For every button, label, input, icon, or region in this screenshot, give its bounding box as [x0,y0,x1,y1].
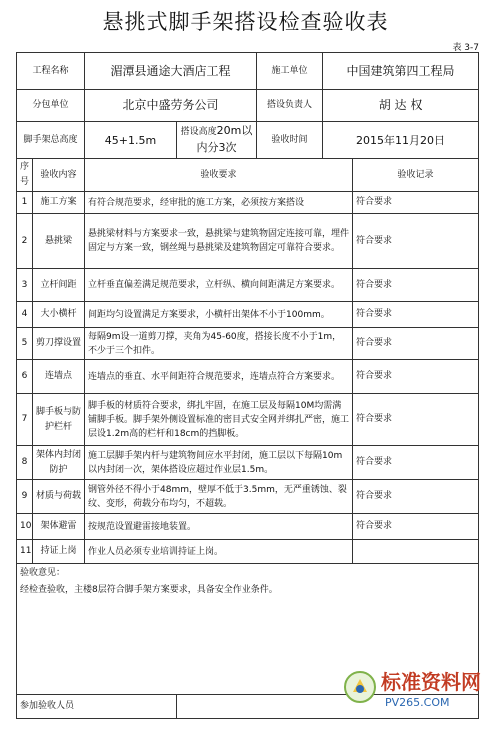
row-content: 施工方案 [33,192,85,214]
table-row [17,514,479,540]
row-requirement: 施工层脚手架内杆与建筑物间应水平封闭，施工层以下每隔10m以内封闭一次，架体搭设应超过作业层1.5m。 [85,446,353,480]
row-no: 11 [17,540,33,564]
header-row-height [17,122,479,159]
header-row-project [17,53,479,90]
row-content: 立杆间距 [33,269,85,302]
form-number: 表 3-7 [452,43,479,53]
opinion-text: 经检查验收，主楼8层符合脚手架方案要求，具备安全作业条件。 [20,585,278,595]
responsible-person-value: 胡 达 权 [323,90,479,122]
participants-label: 参加验收人员 [17,695,177,719]
row-requirement: 每隔9m设一道剪刀撑，夹角为45-60度，搭接长度不小于1m，不少于三个扣件。 [85,328,353,360]
row-content: 架体内封闭防护 [33,446,85,480]
row-requirement: 钢管外径不得小于48mm，壁厚不低于3.5mm，无严重锈蚀、裂纹、变形，荷载分布均匀，不超载。 [85,480,353,514]
header-row-subcontractor [17,90,479,122]
row-content: 材质与荷载 [33,480,85,514]
row-no: 3 [17,269,33,302]
responsible-person-label: 搭设负责人 [257,90,323,122]
row-record: 符合要求 [353,394,479,446]
inspection-time-value: 2015年11月20日 [323,122,479,159]
col-record-header: 验收记录 [353,159,479,192]
inspection-time-label: 验收时间 [257,122,323,159]
row-no: 5 [17,328,33,360]
row-record: 符合要求 [353,480,479,514]
inspection-table [16,52,479,719]
row-content: 持证上岗 [33,540,85,564]
row-content: 架体避雷 [33,514,85,540]
row-record: 符合要求 [353,446,479,480]
table-row [17,269,479,302]
row-requirement: 脚手板的材质符合要求，绑扎牢固，在施工层及每隔10M均需满铺脚手板。脚手架外侧设置标准的密目式安全网并绑扎严密，施工层设1.2m高的栏杆和18cm的挡脚板。 [85,394,353,446]
form-title: 悬挑式脚手架搭设检查验收表 [102,10,389,34]
construction-unit-value: 中国建筑第四工程局 [323,53,479,90]
row-record: 符合要求 [353,360,479,394]
row-requirement: 间距均匀设置满足方案要求，小横杆出架体不小于100mm。 [85,302,353,328]
watermark-text: 标准资料网 [381,670,481,694]
row-requirement: 按规范设置避雷接地装置。 [85,514,353,540]
row-requirement: 有符合规范要求，经审批的施工方案，必须按方案搭设 [85,192,353,214]
row-content: 大小横杆 [33,302,85,328]
row-requirement: 立杆垂直偏差满足规范要求，立杆纵、横向间距满足方案要求。 [85,269,353,302]
row-no: 10 [17,514,33,540]
opinion-label: 验收意见： [20,568,66,578]
row-no: 6 [17,360,33,394]
row-no: 1 [17,192,33,214]
project-name-label: 工程名称 [17,53,85,90]
table-row [17,360,479,394]
row-record [353,540,479,564]
table-row [17,214,479,269]
row-content: 脚手板与防护栏杆 [33,394,85,446]
subcontractor-label: 分包单位 [17,90,85,122]
row-no: 9 [17,480,33,514]
stage-height-label: 搭设高度 [180,127,217,137]
watermark-url: PV265.COM [385,696,450,709]
row-content: 连墙点 [33,360,85,394]
row-content: 剪刀撑设置 [33,328,85,360]
row-record: 符合要求 [353,514,479,540]
stage-height-label-cell [177,122,257,159]
table-row [17,480,479,514]
total-height-value: 45+1.5m [85,122,177,159]
watermark-logo-icon [343,670,377,704]
table-row [17,394,479,446]
subcontractor-value: 北京中盛劳务公司 [85,90,257,122]
row-requirement: 连墙点的垂直、水平间距符合规范要求，连墙点符合方案要求。 [85,360,353,394]
row-requirement: 悬挑梁材料与方案要求一致，悬挑梁与建筑物固定连接可靠，埋件固定与方案一致，钢丝绳与悬挑梁及建筑物固定可靠符合要求。 [85,214,353,269]
table-row [17,192,479,214]
watermark [341,664,481,720]
row-record: 符合要求 [353,192,479,214]
row-record: 符合要求 [353,269,479,302]
project-name-value: 湄潭县通途大酒店工程 [85,53,257,90]
construction-unit-label: 施工单位 [257,53,323,90]
row-record: 符合要求 [353,328,479,360]
row-requirement: 作业人员必须专业培训持证上岗。 [85,540,353,564]
col-content-header: 验收内容 [33,159,85,192]
row-no: 8 [17,446,33,480]
row-content: 悬挑梁 [33,214,85,269]
row-no: 4 [17,302,33,328]
total-height-label: 脚手架总高度 [17,122,85,159]
column-header-row [17,159,479,192]
row-no: 7 [17,394,33,446]
table-row [17,302,479,328]
stage-height-value: 20m以内分3次 [196,124,253,154]
table-row [17,446,479,480]
row-record: 符合要求 [353,214,479,269]
row-no: 2 [17,214,33,269]
col-no-header: 序号 [17,159,33,192]
table-row [17,540,479,564]
col-requirement-header: 验收要求 [85,159,353,192]
table-row [17,328,479,360]
row-record: 符合要求 [353,302,479,328]
